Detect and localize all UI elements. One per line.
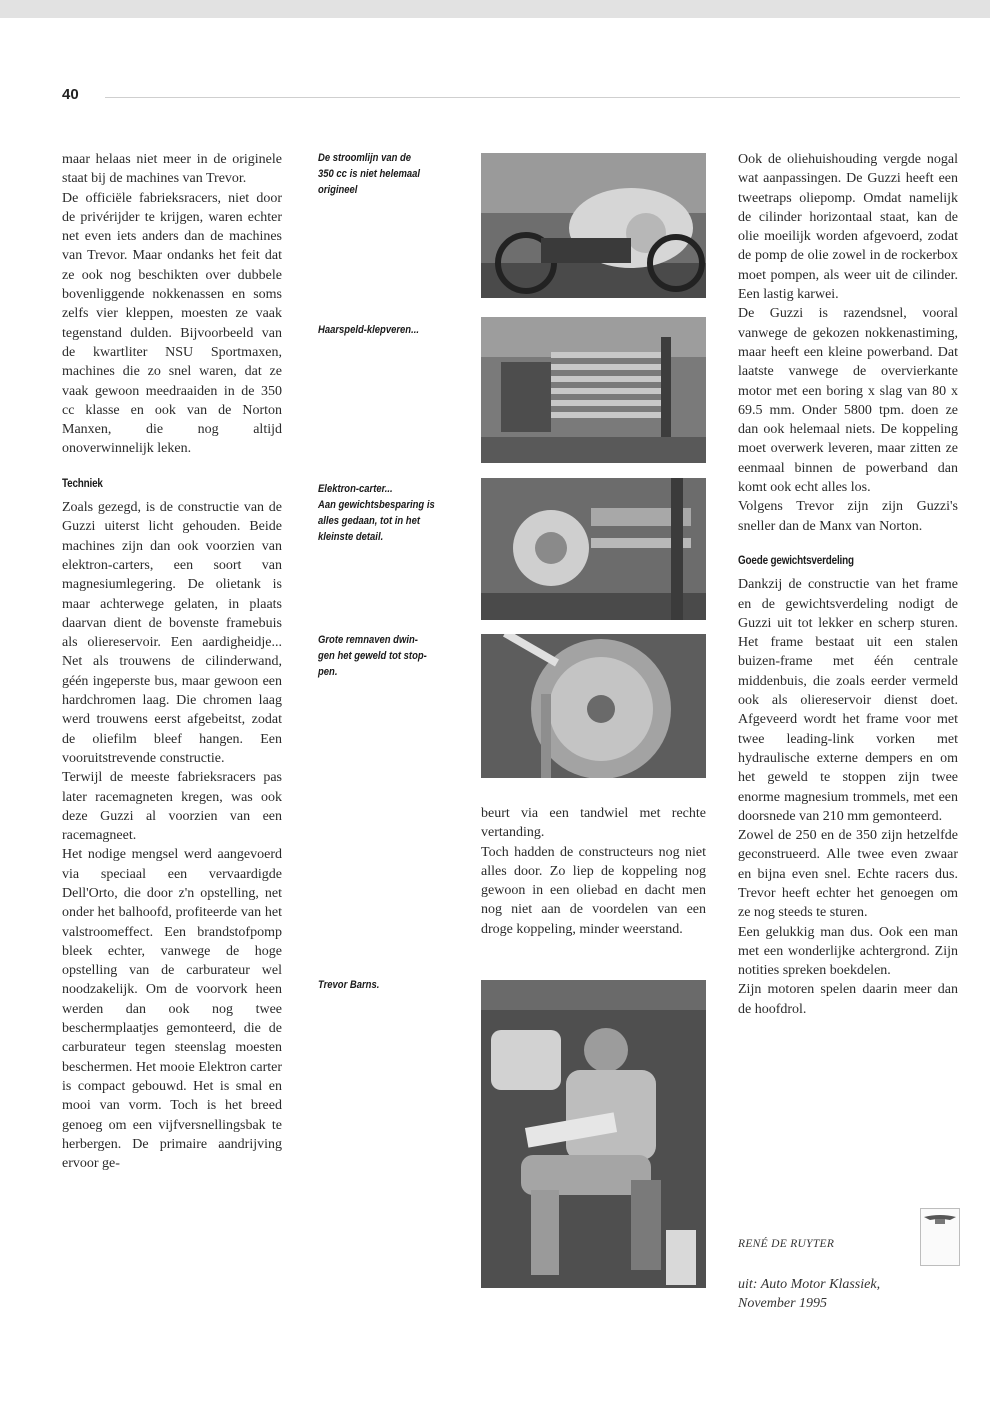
engine-photo (481, 317, 706, 463)
article-column-3 (738, 150, 958, 1019)
paragraph: Zoals gezegd, is de constructie van de Guzzi uiterst licht gehouden. Beide machines zijn dan ook voorzien van elektron-carters, een soort van magnesiumlegering. De olietank is maar achterwege gelaten, in plaats daarvan dient de bovenste framebuis als oliereservoir. Een aardigheidje... Net als trouwens de cilinderwand, géén ingeperste bus, maar gewoon een hardchromen laag. Die chromen laag werd trouwens eerst afgebeitst, zodat de oliefilm bleef hangen. Een vooruitstrevende constructie. (62, 500, 282, 766)
page-number: 40 (62, 86, 79, 103)
paragraph: Ook de oliehuishouding vergde nogal wat aanpassingen. De Guzzi heeft een tweetraps oliepomp. Omdat namelijk de cilinder horizontaal staat, kan de olie moeilijk worden afgevoerd, zodat de pomp de olie zowel in de rockerbox moet pompen, als weer uit de cilinder. Een lastig karwei. (738, 152, 958, 303)
author-name: RENÉ DE RUYTER (738, 1238, 835, 1250)
winged-emblem-icon (920, 1208, 960, 1266)
paragraph: Een gelukkig man dus. Ook een man met een wonderlijke achtergrond. Zijn notities spreken boekdelen. (738, 924, 958, 979)
paragraph: Zowel de 250 en de 350 zijn hetzelfde geconstrueerd. Alle twee even zwaar en bijna even snel. Echte racers dus. Trevor heeft echter het genoegen om ze nog steeds te sturen. (738, 828, 958, 921)
crankcase-photo (481, 478, 706, 620)
photo-caption-1: De stroomlijn van de 350 cc is niet helemaal origineel (318, 152, 421, 196)
section-heading: Techniek (62, 477, 103, 490)
paragraph: De Guzzi is razendsnel, vooral vanwege de gekozen nokkenastiming, maar heeft een kleine powerband. Dat laatste vanwege de overvierkante motor met een boring x slag van 80 x 69.5 mm. Onder 5800 tpm. doen ze dan ook helemaal niets. De koppeling moet overwerk leveren, maar zitten ze eenmaal binnen de powerband dan komt ook echt alles los. (738, 306, 958, 496)
section-heading: Goede gewichtsverdeling (738, 554, 854, 567)
photo-caption-3: Elektron-carter... Aan gewichtsbesparing is alles gedaan, tot in het kleinste detail. (318, 483, 435, 543)
paragraph: Terwijl de meeste fabrieksracers pas later racemagneten kregen, was ook deze Guzzi al voorzien van een racemagneet. (62, 770, 282, 844)
paragraph: De officiële fabrieksracers, niet door de privérijder te krijgen, waren echter net even iets anders dan de machines van Trevor. Maar ondanks het feit dat ze ook nog beschikten over dubbele bovenliggende nokkenassen en soms zelfs vier kleppen, moesten ze vaak tegenstand dulden. Bijvoorbeeld van de kwartliter NSU Sportmaxen, machines die zo snel waren, dat ze vaak gewoon meedraaiden in de 350 cc klasse en ook van de Norton Manxen, die nog altijd onoverwinnelijk leken. (62, 190, 282, 457)
paragraph: Volgens Trevor zijn zijn Guzzi's sneller dan de Manx van Norton. (738, 499, 958, 534)
paragraph: Het nodige mengsel werd aangevoerd via speciaal een vervaardigde Dell'Orto, die door z'n opstelling, net onder het balhoofd, profiteerde van het valstroomeffect. Een brandstofpomp bleek echter, vanwege de hoge opstelling van de carburateur wel noodzakelijk. Om de voorvork heen werden dan ook nog twee beschermplaatjes gemonteerd, die de carburateur tegen steenslag moesten beschermen. Het mooie Elektron carter is compact gebouwd. Het is smal en mooi van vorm. Toch is het breed genoeg om een vijfversnellingsbak te herbergen. De primaire aandrijving ervoor ge- (62, 847, 282, 1172)
article-column-1 (62, 150, 282, 1173)
article-column-2 (481, 804, 706, 939)
header-rule (105, 97, 960, 98)
motorcycle-photo (481, 153, 706, 298)
paragraph: Dankzij de constructie van het frame en de gewichtsverdeling nodigt de Guzzi uit tot lekker en scherp sturen. Het frame bestaat uit een stalen buizen-frame met één centrale middenbuis, die zoals eerder vermeld ook als oliereservoir dienst doet. Afgeveerd wordt het frame voor met twee leading-link vorken met hydraulische externe dempers en om het geweld te stoppen zijn twee enorme magnesium trommels, met een doorsnede van 210 mm gemonteerd. (738, 577, 958, 824)
paragraph: Zijn motoren spelen daarin meer dan de hoofdrol. (738, 982, 958, 1017)
paragraph: Toch hadden de constructeurs nog niet alles door. Zo liep de koppeling nog gewoon in een oliebad en dacht men nog niet aan de voordelen van een droge koppeling, minder weerstand. (481, 844, 706, 937)
photo-caption-4: Grote remnaven dwin- gen het geweld tot stop- pen. (318, 634, 427, 678)
source-credit: uit: Auto Motor Klassiek, November 1995 (738, 1277, 881, 1312)
rider-portrait-photo (481, 980, 706, 1288)
paragraph: maar helaas niet meer in de originele staat bij de machines van Trevor. (62, 152, 282, 187)
page-top-band (0, 0, 990, 18)
paragraph: beurt via een tandwiel met rechte vertanding. (481, 806, 706, 841)
photo-caption-5: Trevor Barns. (318, 979, 380, 991)
photo-caption-2: Haarspeld-klepveren... (318, 324, 419, 336)
brake-drum-photo (481, 634, 706, 778)
